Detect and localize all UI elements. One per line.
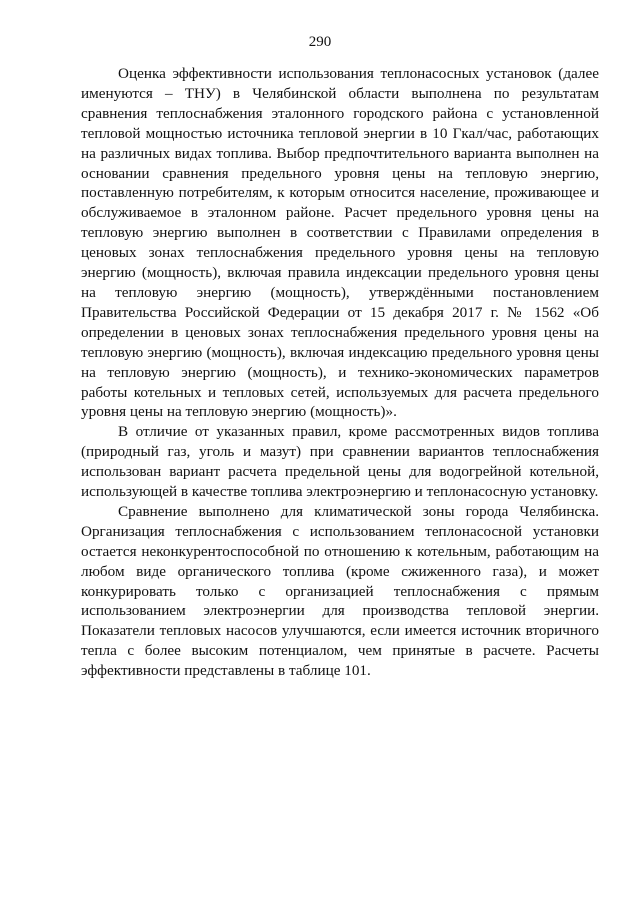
paragraph-rules-difference: В отличие от указанных правил, кроме рассмотренных видов топлива (природный газ, уголь и мазут) при сравнении вариантов теплоснабжения использован вариант расчета предельной цены для водогрейной котельной, использующей в качестве топлива электроэнергию и теплонасосную установку.	[81, 423, 599, 501]
document-body	[81, 64, 599, 681]
paragraph-comparison-result: Сравнение выполнено для климатической зоны города Челябинска. Организация теплоснабжения с использованием теплонасосной установки остается неконкурентоспособной по отношению к котельным, работающим на любом виде органического топлива (кроме сжиженного газа), и может конкурировать только с организацией теплоснабжения с прямым использованием электроэнергии для производства тепловой энергии. Показатели тепловых насосов улучшаются, если имеется источник вторичного тепла с более высоким потенциалом, чем принятые в расчете. Расчеты эффективности представлены в таблице 101.	[81, 502, 599, 680]
paragraph-tnu-assessment: Оценка эффективности использования теплонасосных установок (далее именуются – ТНУ) в Челябинской области выполнена по результатам сравнения теплоснабжения эталонного городского района с установленной тепловой мощностью источника тепловой энергии в 10 Гкал/час, работающих на различных видах топлива. Выбор предпочтительного варианта выполнен на основании сравнения предельного уровня цены на тепловую энергию, поставленную потребителям, к которым относится население, проживающее и обслуживаемое в эталонном районе. Расчет предельного уровня цены на тепловую энергию выполнен в соответствии с Правилами определения в ценовых зонах теплоснабжения предельного уровня цены на тепловую энергию (мощность), включая правила индексации предельного уровня цены на тепловую энергию (мощность), утверждёнными постановлением Правительства Российской Федерации от 15 декабря 2017 г. № 1562 «Об определении в ценовых зонах теплоснабжения предельного уровня цены на тепловую энергию (мощность), включая индексацию предельного уровня цены на тепловую энергию (мощность), и технико-экономических параметров работы котельных и тепловых сетей, используемых для расчета предельного уровня цены на тепловую энергию (мощность)».	[81, 65, 599, 421]
page-number: 290	[308, 34, 332, 50]
